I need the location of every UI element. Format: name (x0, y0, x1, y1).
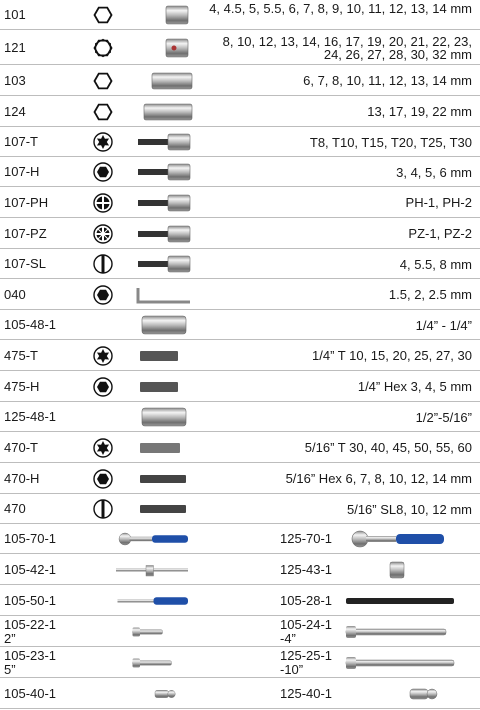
part-number: 470-T (4, 439, 38, 455)
table-row (0, 340, 480, 371)
part-number: 105-23-1 5” (4, 647, 57, 677)
pozidriv-icon (92, 223, 114, 245)
part-number: 107-PH (4, 194, 49, 210)
table-row (0, 187, 480, 218)
tool-photo (110, 590, 200, 612)
part-number: 105-24-1 -4” (280, 616, 333, 646)
tool-cell-right (240, 647, 480, 677)
tool-pair-row (0, 616, 480, 647)
hex-filled-icon (92, 161, 114, 183)
tool-cell-left (0, 585, 240, 615)
part-number: 105-50-1 (4, 592, 57, 608)
table-row (0, 432, 480, 463)
tool-cell-left (0, 647, 240, 677)
tool-cell-right (240, 524, 480, 553)
size-range: 5/16” T 30, 40, 45, 50, 55, 60 (304, 440, 472, 455)
part-number: 475-T (4, 347, 38, 363)
slotted-icon (92, 498, 114, 520)
size-range: 1/4” - 1/4” (415, 317, 472, 333)
part-number: 105-22-1 2” (4, 616, 57, 646)
table-row (0, 494, 480, 524)
size-range: T8, T10, T15, T20, T25, T30 (309, 134, 472, 150)
torx-icon (92, 131, 114, 153)
tool-photo (110, 559, 200, 581)
part-number: 105-28-1 (280, 592, 333, 608)
part-number: 107-PZ (4, 225, 47, 241)
tool-photo (340, 652, 460, 674)
tool-cell-right (240, 616, 480, 646)
table-row (0, 218, 480, 249)
table-row (0, 249, 480, 279)
slotted-icon (92, 253, 114, 275)
tool-cell-right (240, 678, 480, 708)
part-number: 107-H (4, 164, 40, 179)
tool-photo (340, 559, 460, 581)
tool-photo (340, 528, 460, 550)
phillips-icon (92, 192, 114, 214)
part-number: 125-48-1 (4, 409, 57, 424)
part-number: 125-40-1 (280, 685, 333, 701)
size-range: 5/16” Hex 6, 7, 8, 10, 12, 14 mm (285, 471, 472, 486)
table-row (0, 279, 480, 310)
tool-cell-left (0, 554, 240, 584)
part-number: 103 (4, 72, 26, 88)
hexagon-icon (92, 101, 114, 123)
size-range: 6, 7, 8, 10, 11, 12, 13, 14 mm (303, 73, 472, 88)
tool-cell-left (0, 524, 240, 553)
table-row (0, 310, 480, 340)
part-number: 040 (4, 286, 26, 302)
table-row (0, 463, 480, 494)
size-range: PH-1, PH-2 (405, 195, 472, 210)
tool-pair-row (0, 647, 480, 678)
tool-cell-left (0, 616, 240, 646)
part-number: 125-43-1 (280, 561, 333, 577)
tool-photo (110, 683, 200, 705)
table-row (0, 371, 480, 402)
table-row (0, 96, 480, 127)
part-number: 107-SL (4, 256, 46, 271)
tool-pair-row (0, 678, 480, 709)
tool-photo (130, 4, 194, 26)
part-number: 105-70-1 (4, 531, 57, 546)
tool-cell-right (240, 554, 480, 584)
part-number: 105-48-1 (4, 317, 57, 332)
part-number: 124 (4, 103, 26, 119)
tool-photo (110, 652, 200, 674)
size-range: 4, 4.5, 5, 5.5, 6, 7, 8, 9, 10, 11, 12, 13, 14 mm (209, 1, 472, 16)
part-number: 107-T (4, 134, 38, 149)
hexagon-icon (92, 70, 114, 92)
tool-pair-row (0, 524, 480, 554)
tool-pair-row (0, 554, 480, 585)
tool-photo (340, 590, 460, 612)
part-number: 470-H (4, 470, 40, 486)
table-row (0, 157, 480, 187)
part-number: 475-H (4, 378, 40, 394)
size-range: 5/16” SL8, 10, 12 mm (346, 501, 472, 517)
part-number: 121 (4, 39, 26, 55)
hex-filled-icon (92, 376, 114, 398)
tool-photo (340, 683, 460, 705)
torx-icon (92, 345, 114, 367)
tool-cell-right (240, 585, 480, 615)
tool-photo (340, 621, 460, 643)
tool-photo (110, 621, 200, 643)
size-range: 1.5, 2, 2.5 mm (388, 287, 472, 302)
tool-pair-row (0, 585, 480, 616)
hex-filled-icon (92, 284, 114, 306)
hexagon-icon (92, 4, 114, 26)
size-range: 4, 5.5, 8 mm (399, 256, 472, 272)
dodecagon-icon (92, 37, 114, 59)
table-row (0, 127, 480, 157)
part-number: 101 (4, 7, 26, 22)
table-row (0, 30, 480, 65)
table-row (0, 402, 480, 432)
hex-filled-icon (92, 468, 114, 490)
size-range: 13, 17, 19, 22 mm (367, 104, 472, 119)
part-number: 105-40-1 (4, 685, 57, 701)
part-number: 125-70-1 (280, 531, 333, 546)
tool-photo (110, 528, 200, 550)
torx-icon (92, 437, 114, 459)
tool-photo (130, 37, 194, 59)
part-number: 125-25-1 -10” (280, 647, 333, 677)
part-number: 470 (4, 501, 26, 516)
table-row (0, 65, 480, 96)
size-range: 1/4” T 10, 15, 20, 25, 27, 30 (312, 348, 472, 363)
size-range: 1/2”-5/16” (415, 409, 472, 425)
size-range: 1/4” Hex 3, 4, 5 mm (357, 379, 472, 394)
table-row (0, 0, 480, 30)
part-number: 105-42-1 (4, 561, 57, 577)
size-range: 8, 10, 12, 13, 14, 16, 17, 19, 20, 21, 22, 23, 24, 26, 27, 28, 30, 32 mm (222, 33, 472, 62)
size-range: 3, 4, 5, 6 mm (396, 164, 472, 180)
tool-cell-left (0, 678, 240, 708)
size-range: PZ-1, PZ-2 (408, 226, 472, 241)
